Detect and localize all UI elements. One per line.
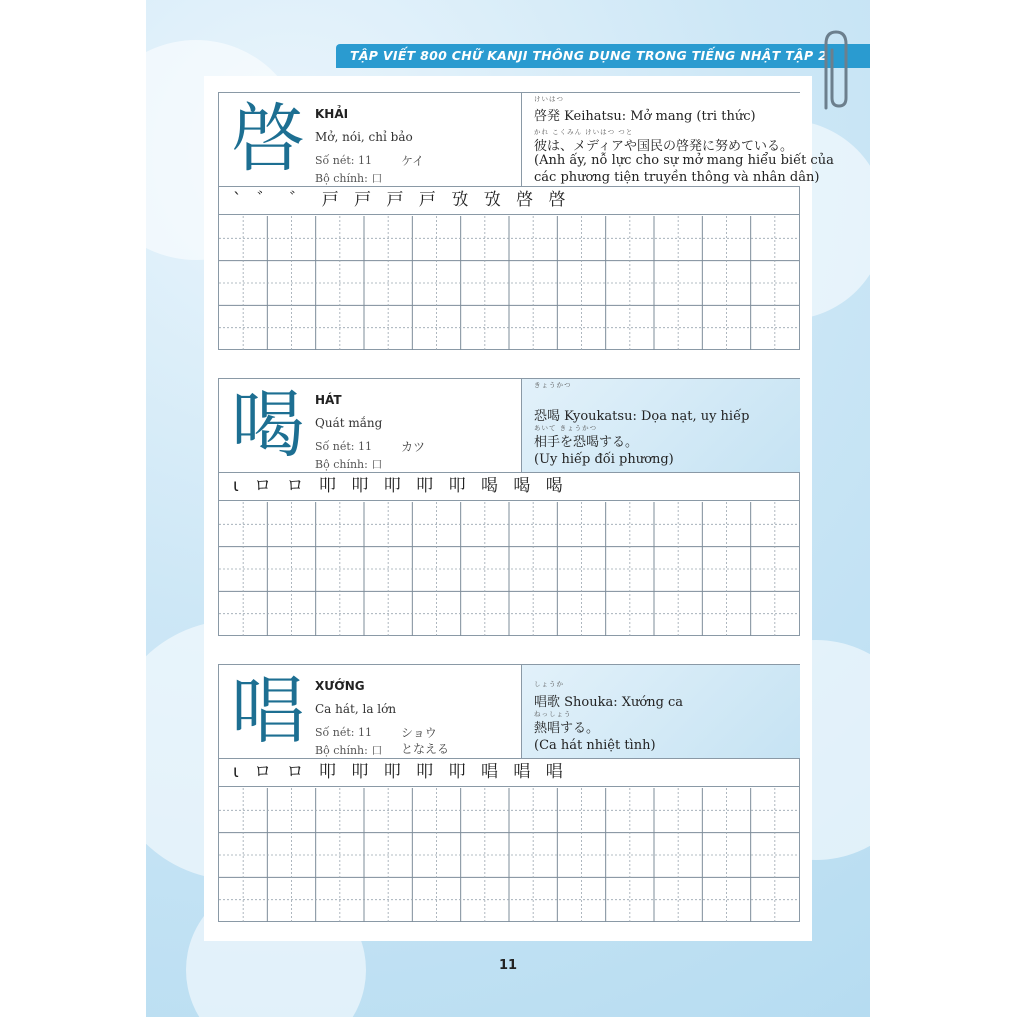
kanji-character: 啓	[231, 96, 305, 182]
example-panel	[521, 379, 800, 472]
example-word: 啓発 Keihatsu: Mở mang (tri thức)	[534, 109, 756, 124]
practice-grid[interactable]	[219, 216, 799, 350]
kanji-name: HÁT	[315, 393, 342, 407]
kanji-name: KHẢI	[315, 107, 349, 121]
example-word: 唱歌 Shouka: Xướng ca	[534, 695, 684, 710]
example-translation: các phương tiện truyền thông và nhân dân)	[534, 170, 820, 185]
furigana: けいはつ	[534, 95, 564, 103]
kanji-meaning: Quát mắng	[315, 416, 383, 430]
example-sentence: 熱唱する。	[534, 721, 600, 736]
kanji-radical: Bộ chính: 口	[315, 458, 383, 471]
stroke-count: Số nét: 11	[315, 726, 372, 739]
example-translation: (Anh ấy, nỗ lực cho sự mở mang hiểu biết của	[534, 153, 834, 168]
kanji-info	[219, 665, 799, 759]
kanji-info	[219, 93, 834, 187]
stroke-count: Số nét: 11	[315, 440, 372, 453]
furigana: かれ こくみん けいはつ つと	[534, 128, 634, 136]
kanji-card	[218, 664, 800, 922]
furigana: あいて きょうかつ	[534, 424, 598, 432]
kanji-info	[219, 379, 799, 473]
paperclip-icon	[812, 28, 856, 114]
stroke-order: ι ロ ロ 叩 叩 叩 叩 叩 喝 喝 喝	[219, 472, 799, 501]
furigana: しょうか	[534, 680, 564, 688]
example-sentence: 彼は、メディアや国民の啓発に努めている。	[534, 139, 793, 154]
practice-grid[interactable]	[219, 788, 799, 922]
kanji-reading: ショウ	[401, 726, 437, 740]
kanji-name: XƯỚNG	[315, 679, 365, 693]
stroke-order: ` ゛ ゛ 戸 戸 戸 戸 攷 攷 啓 啓	[219, 186, 799, 215]
example-translation: (Uy hiếp đối phương)	[534, 452, 674, 467]
furigana: ねっしょう	[534, 710, 572, 718]
kanji-kun-reading: となえる	[401, 742, 450, 756]
page-number: 11	[498, 958, 518, 973]
kanji-radical: Bộ chính: 口	[315, 744, 383, 757]
furigana: きょうかつ	[534, 381, 572, 389]
kanji-character: 喝	[231, 382, 305, 468]
kanji-card	[218, 92, 834, 350]
example-translation: (Ca hát nhiệt tình)	[534, 738, 656, 753]
example-sentence: 相手を恐喝する。	[534, 435, 639, 450]
kanji-meaning: Ca hát, la lớn	[315, 702, 397, 716]
kanji-card	[218, 378, 800, 636]
practice-grid[interactable]	[219, 502, 799, 636]
stroke-count: Số nét: 11	[315, 154, 372, 167]
example-panel	[521, 93, 834, 186]
kanji-reading: ケイ	[401, 154, 425, 168]
kanji-meaning: Mở, nói, chỉ bảo	[315, 130, 413, 144]
example-panel	[521, 665, 800, 758]
stroke-order: ι ロ ロ 叩 叩 叩 叩 叩 唱 唱 唱	[219, 758, 799, 787]
kanji-character: 唱	[231, 668, 305, 754]
book-title: TẬP VIẾT 800 CHỮ KANJI THÔNG DỤNG TRONG TIẾNG NHẬT TẬP 2	[350, 48, 828, 63]
kanji-radical: Bộ chính: 口	[315, 172, 383, 185]
kanji-reading: カツ	[401, 440, 426, 454]
example-word: 恐喝 Kyoukatsu: Dọa nạt, uy hiếp	[534, 409, 750, 424]
